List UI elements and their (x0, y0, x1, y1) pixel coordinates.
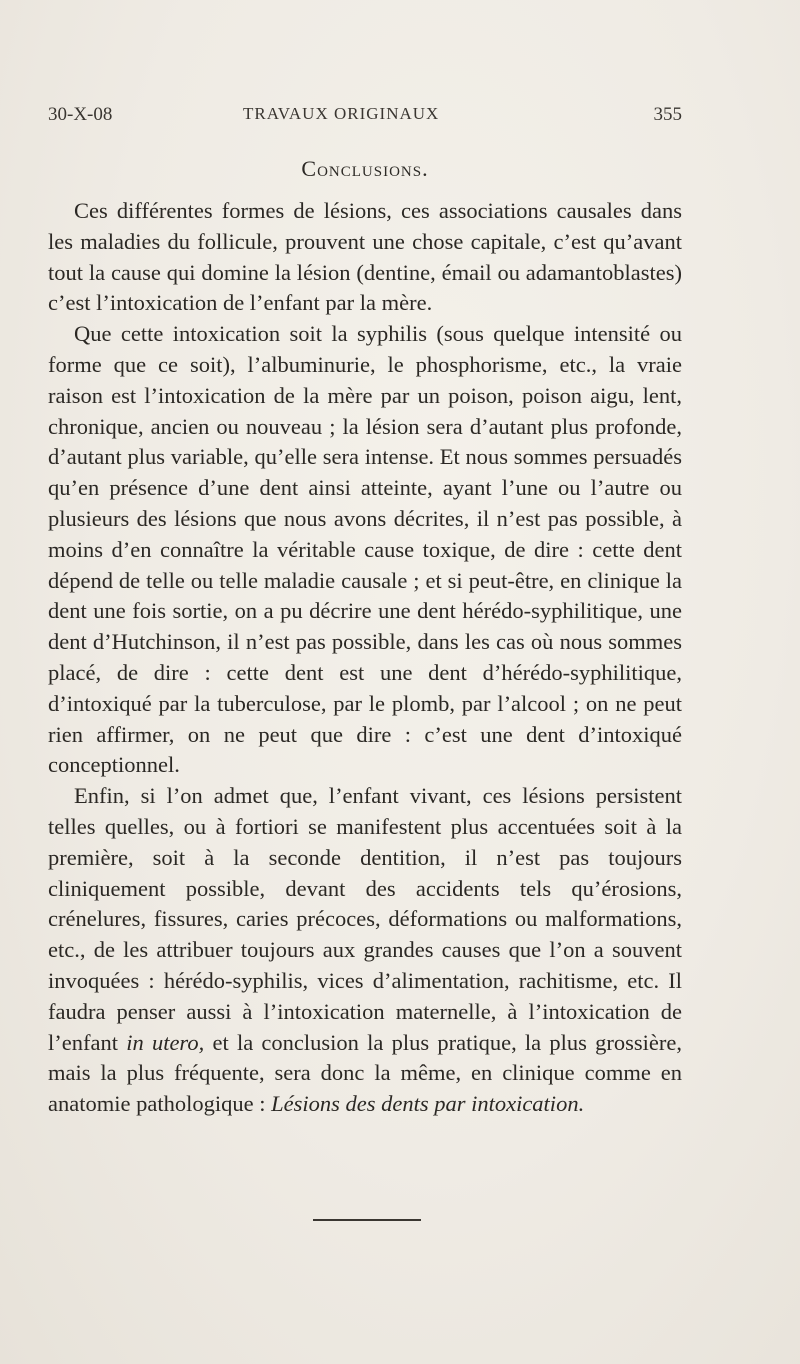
issue-date: 30-X-08 (48, 104, 113, 125)
paragraph-3-text-b: et la conclusion la plus pratique, la plus grossière, mais la plus fréquente, sera donc la même, en clinique comme en anatomie pathologique : (48, 1029, 682, 1117)
section-title: Conclusions. (301, 156, 429, 181)
paragraph-3-text-a: Enfin, si l’on admet que, l’enfant vivant, ces lésions persistent telles quelles, ou à fortiori se manifestent plus accentuées soit à la première, soit à la seconde dentition, il n’est pas toujours cliniquement possible, devant des accidents tels qu’érosions, crénelures, fissures, caries précoces, déformations ou malformations, etc., de les attribuer toujours aux grandes causes que l’on a souvent invoquées : hérédo-syphilis, vices d’alimentation, rachitisme, etc. Il faudra penser aussi à l’intoxication maternelle, à l’intoxication de l’enfant (48, 783, 682, 1055)
italic-in-utero: in utero, (126, 1029, 205, 1055)
body-text (48, 196, 682, 1120)
journal-section: TRAVAUX ORIGINAUX (243, 104, 440, 123)
page-number: 355 (653, 104, 682, 125)
italic-conclusion: Lésions des dents par intoxication. (271, 1091, 585, 1117)
paragraph-3 (48, 781, 682, 1120)
paragraph-2: Que cette intoxication soit la syphilis (sous quelque intensité ou forme que ce soit), l’albuminurie, le phosphorisme, etc., la vraie raison est l’intoxication de la mère par un poison, poison aigu, lent, chronique, ancien ou nouveau ; la lésion sera d’autant plus profonde, d’autant plus variable, qu’elle sera intense. Et nous sommes persuadés qu’en présence d’une dent ainsi atteinte, ayant l’une ou l’autre ou plusieurs des lésions que nous avons décrites, il n’est pas possible, à moins d’en connaître la véritable cause toxique, de dire : cette dent dépend de telle ou telle maladie causale ; et si peut-être, en clinique la dent une fois sortie, on a pu décrire une dent hérédo-syphilitique, une dent d’Hutchinson, il n’est pas possible, dans les cas où nous sommes placé, de dire : cette dent est une dent d’hérédo-syphilitique, d’intoxiqué par la tuberculose, par le plomb, par l’alcool ; on ne peut rien affirmer, on ne peut que dire : c’est une dent d’intoxiqué conceptionnel. (48, 321, 682, 778)
paragraph-1: Ces différentes formes de lésions, ces associations causales dans les maladies du follicule, prouvent une chose capitale, c’est qu’avant tout la cause qui domine la lésion (dentine, émail ou adamantoblastes) c’est l’intoxication de l’enfant par la mère. (48, 198, 682, 316)
running-head (48, 104, 682, 130)
end-rule (313, 1219, 421, 1221)
